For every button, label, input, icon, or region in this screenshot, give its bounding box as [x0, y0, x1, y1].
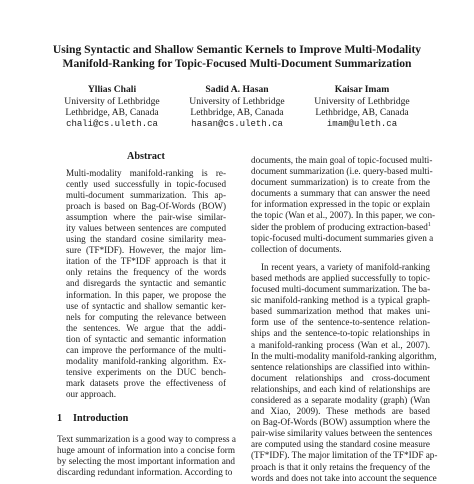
author-name: Sadid A. Hasan: [205, 84, 269, 95]
paragraph-gap: [251, 255, 430, 262]
paper-title-line-2: Manifold-Ranking for Topic-Focused Multi-Document Summarization: [62, 57, 412, 70]
introduction-line: by selecting the most important information and: [57, 456, 235, 467]
paragraph-line: sider the problem of producing extraction-based: [251, 221, 428, 232]
abstract-line: tensive experiments on the DUC bench-: [66, 366, 226, 377]
paragraph-line: sentence relationships are classified into within-: [251, 361, 430, 372]
abstract-line: tion of syntactic and semantic information: [66, 333, 226, 344]
paragraph-line: the topic (Wan et al., 2007). In this paper, we con-: [251, 210, 436, 221]
author-block-1: [42, 84, 182, 130]
author-location: Lethbridge, AB, Canada: [190, 107, 284, 119]
abstract-line: mark datasets prove the effectiveness of: [66, 377, 226, 388]
paragraph-line: a manifold-ranking process (Wan et al., 2007).: [251, 339, 430, 350]
paragraph-line: pair-wise similarity values between the sentences: [251, 428, 433, 439]
paragraph-line: In recent years, a variety of manifold-ranking: [261, 261, 430, 272]
introduction-line: huge amount of information into a concise form: [57, 445, 235, 456]
paragraph-line: document relationships and cross-document: [251, 372, 430, 383]
author-block-3: [292, 84, 432, 130]
paragraph-line: words and does not take into account the sequence: [251, 472, 437, 483]
abstract-line: Multi-modality manifold-ranking is re-: [66, 168, 226, 178]
paragraph-line: topic-focused multi-document summaries given a: [251, 232, 434, 243]
abstract-line: sure (TF*IDF). However, the major lim-: [66, 245, 226, 256]
abstract-line: assumption where the pair-wise similar-: [66, 212, 226, 223]
author-name: Yllias Chali: [87, 84, 137, 95]
paragraph-line-with-footnote: [251, 222, 430, 233]
abstract-line: the sentences. We argue that the addi-: [66, 322, 226, 333]
abstract-heading: Abstract: [127, 151, 165, 162]
paragraph-line: document summarization) is to create from the: [251, 177, 430, 188]
paragraph-line: collection of documents.: [251, 243, 342, 254]
paragraph-line: considered as a separate modality (graph) (Wan: [251, 394, 430, 405]
abstract-line: information. In this paper, we propose the: [66, 289, 226, 300]
paragraph-line: ships and the sentence-to-topic relationships in: [251, 328, 430, 339]
section-number: 1: [57, 413, 63, 424]
abstract-body: [66, 168, 226, 400]
author-location: Lethbridge, AB, Canada: [65, 107, 159, 119]
author-location: Lethbridge, AB, Canada: [315, 107, 409, 119]
paragraph-line: are computed using the standard cosine measure: [251, 439, 430, 450]
section-heading-introduction: [57, 413, 128, 424]
author-affiliation: University of Lethbridge: [314, 95, 410, 107]
abstract-line: can improve the performance of the multi-: [66, 344, 226, 355]
paragraph-line: documents a summary that can answer the need: [251, 188, 430, 199]
paragraph-line: proach is that it only retains the frequency of the: [251, 461, 430, 472]
abstract-line: itation of the TF*IDF approach is that it: [66, 256, 226, 267]
author-affiliation: University of Lethbridge: [189, 95, 285, 107]
paragraph-line: (TF*IDF). The major limitation of the TF*IDF ap-: [251, 450, 438, 461]
author-name: Kaisar Imam: [334, 84, 390, 95]
paragraph-line: sic manifold-ranking method is a typical graph-: [251, 295, 430, 306]
paragraph-line: focused multi-document summarization. The ba-: [251, 284, 431, 295]
abstract-line: using the standard cosine similarity mea-: [66, 234, 226, 245]
introduction-body: [57, 434, 235, 478]
abstract-line: proach is based on Bag-Of-Words (BOW): [66, 201, 226, 212]
abstract-line: and disregards the syntactic and semantic: [66, 278, 226, 289]
author-email[interactable]: imam@uleth.ca: [326, 118, 398, 129]
abstract-line: use of syntactic and shallow semantic ker-: [66, 300, 226, 311]
paragraph-line: on Bag-Of-Words (BOW) assumption where the: [251, 417, 430, 428]
paragraph-line: for information expressed in the topic or explain: [251, 199, 430, 210]
paragraph-line: form use of the sentence-to-sentence relation-: [251, 317, 430, 328]
author-email[interactable]: hasan@cs.uleth.ca: [191, 118, 283, 129]
abstract-line: multi-document summarization. This ap-: [66, 190, 226, 201]
section-title: Introduction: [73, 413, 129, 424]
abstract-line: modality manifold-ranking algorithm. Ex-: [66, 355, 226, 366]
author-block-2: [167, 84, 307, 130]
abstract-line: nels for computing the relevance between: [66, 311, 226, 322]
paragraph-line: document summarization (i.e. query-based multi-: [251, 166, 433, 177]
paragraph-line: documents, the main goal of topic-focused multi-: [251, 155, 433, 165]
paragraph-line: In the multi-modality manifold-ranking algorithm,: [251, 350, 437, 361]
author-email[interactable]: chali@cs.uleth.ca: [66, 118, 158, 129]
footnote-marker[interactable]: 1: [427, 221, 431, 228]
paragraph-line: based summarization method that makes uni-: [251, 306, 430, 317]
right-column-body: [251, 155, 438, 484]
abstract-line: only retains the frequency of the words: [66, 267, 226, 278]
author-affiliation: University of Lethbridge: [64, 95, 160, 107]
paper-title-line-1: Using Syntactic and Shallow Semantic Kernels to Improve Multi-Modality: [52, 43, 422, 56]
paragraph-line: based methods are applied successfully to topic-: [251, 272, 430, 283]
abstract-line: our approach.: [66, 388, 116, 399]
paragraph-line: relationships, and each kind of relationships are: [251, 383, 430, 394]
introduction-line: discarding redundant information. According to: [57, 467, 233, 478]
introduction-line: Text summarization is a good way to compress a: [57, 434, 236, 444]
paragraph-line: and Xiao, 2009). These methods are based: [251, 406, 430, 417]
abstract-line: cently used successfully in topic-focused: [66, 179, 226, 190]
abstract-line: ity values between sentences are computed: [66, 223, 226, 234]
